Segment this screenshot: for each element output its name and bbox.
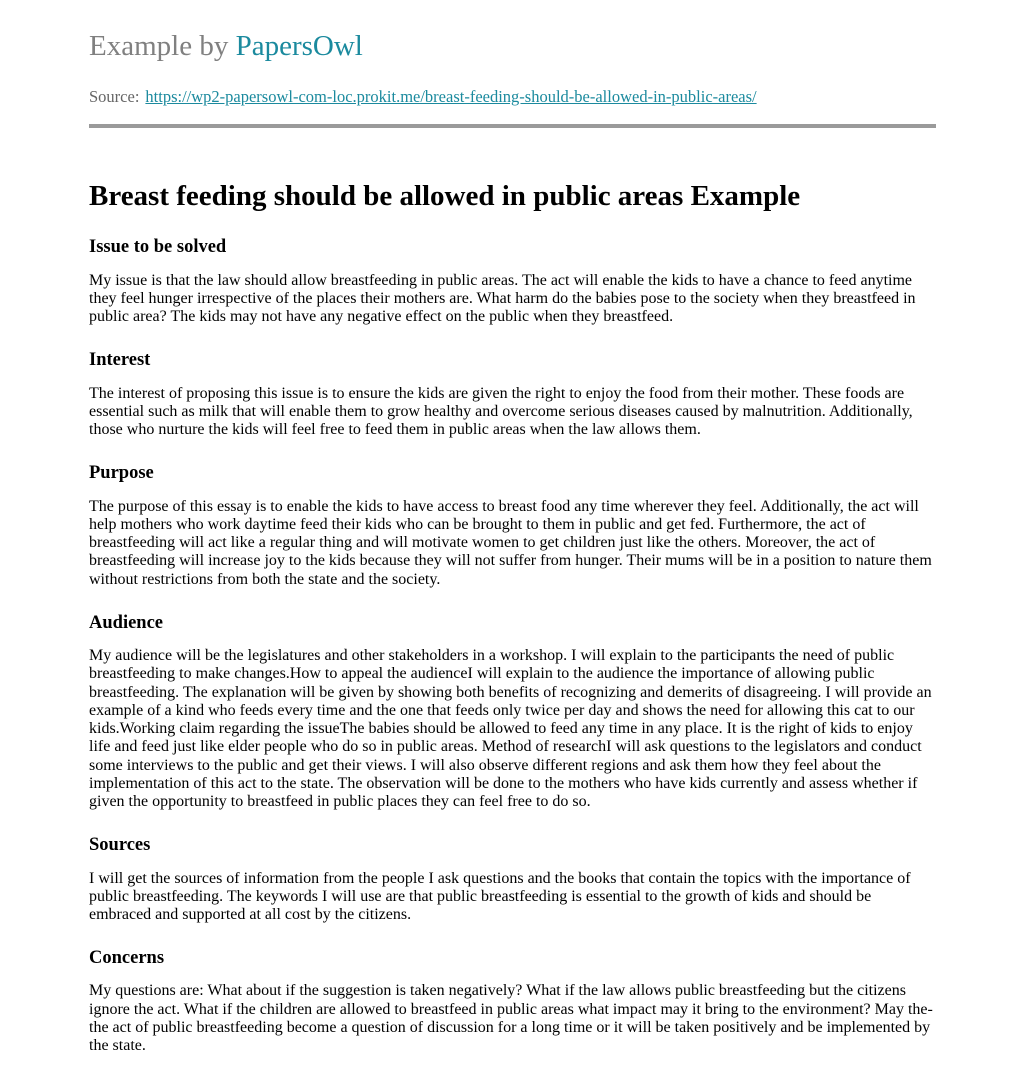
section-body: The interest of proposing this issue is to ensure the kids are given the right to enjoy the food from their mother. These foods are essential such as milk that will enable them to grow healthy and overcome serious diseases caused by malnutrition. Additionally, those who nurture the kids will feel free to feed them in public areas when the law allows them. [89, 384, 913, 439]
section-purpose [89, 463, 936, 588]
section-body: My audience will be the legislatures and other stakeholders in a workshop. I will explain to the participants the need of public breastfeeding to make changes.How to appeal the audienceI will explain to the audience the importance of allowing public breastfeeding. The explanation will be given by showing both benefits of recognizing and demerits of disagreeing. I will provide an example of a kind who feeds every time and the one that feeds only twice per day and shows the need for allowing this cat to our kids.Working claim regarding the issueThe babies should be allowed to feed any time in any place. It is the right of kids to enjoy life and feed just like elder people who do so in public areas. Method of researchI will ask questions to the legislators and conduct some interviews to the public and get their views. I will also observe different regions and ask them how they feel about the implementation of this act to the state. The observation will be done to the mothers who have kids currently and assess whether if given the opportunity to breastfeed in public places they can feel free to do so. [89, 647, 932, 810]
source-label: Source: [89, 87, 140, 107]
section-interest [89, 350, 936, 439]
section-body: My questions are: What about if the suggestion is taken negatively? What if the law allows public breastfeeding but the citizens ignore the act. What if the children are allowed to breastfeed in public areas what impact may it bring to the environment? May the-the act of public breastfeeding become a question of discussion for a long time or it will be taken positively and be implemented by the state. [89, 982, 933, 1055]
page-header [89, 30, 936, 63]
section-concerns [89, 948, 936, 1055]
article-title: Breast feeding should be allowed in public areas Example [89, 180, 801, 213]
brand-name: PapersOwl [235, 30, 363, 62]
section-issue-to-be-solved [89, 237, 936, 326]
header-prefix: Example by [89, 30, 236, 62]
divider-rule [89, 124, 936, 128]
section-audience [89, 613, 936, 811]
source-line [89, 87, 936, 107]
section-heading: Sources [89, 835, 151, 856]
section-heading: Audience [89, 612, 163, 633]
section-sources [89, 835, 936, 924]
section-heading: Interest [89, 350, 151, 371]
section-heading: Concerns [89, 948, 165, 969]
section-body: I will get the sources of information from the people I ask questions and the books that contain the topics with the importance of public breastfeeding. The keywords I will use are that public breastfeeding is essential to the growth of kids and should be embraced and supported at all cost by the citizens. [89, 869, 911, 923]
source-link[interactable]: https://wp2-papersowl-com-loc.prokit.me/breast-feeding-should-be-allowed-in-public-areas/ [145, 87, 757, 107]
section-heading: Purpose [89, 463, 154, 484]
section-heading: Issue to be solved [89, 237, 227, 258]
section-body: The purpose of this essay is to enable the kids to have access to breast food any time wherever they feel. Additionally, the act will help mothers who work daytime feed their kids who can be brought to them in public and get fed. Furthermore, the act of breastfeeding will act like a regular thing and will motivate women to get children just like the others. Moreover, the act of breastfeeding will increase joy to the kids because they will not suffer from hunger. Their mums will be in a position to nature them without restrictions from both the state and the society. [89, 497, 932, 588]
section-body: My issue is that the law should allow breastfeeding in public areas. The act will enable the kids to have a chance to feed anytime they feel hunger irrespective of the places their mothers are. What harm do the babies pose to the society when they breastfeed in public area? The kids may not have any negative effect on the public when they breastfeed. [89, 271, 916, 326]
